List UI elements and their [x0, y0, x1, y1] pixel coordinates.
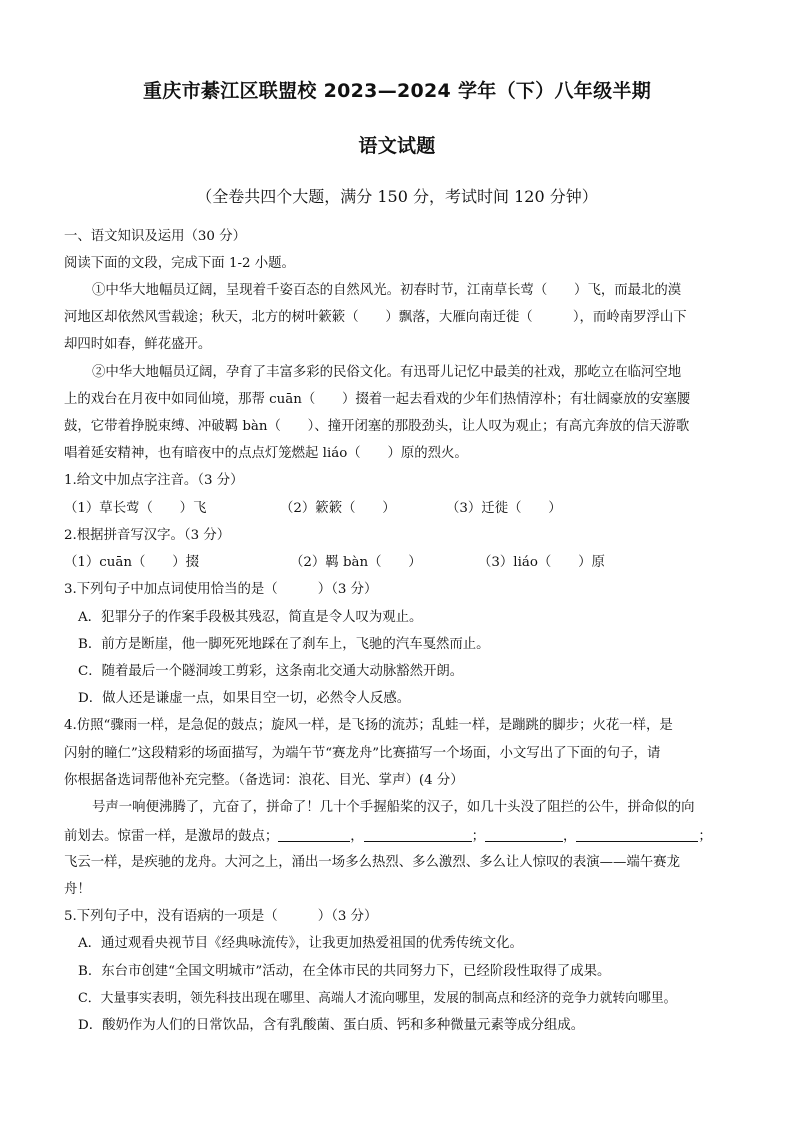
subject-title: 语文试题 — [358, 135, 436, 157]
question-4-passage-line: 号声一响便沸腾了，亢奋了，拼命了！几十个手握船桨的汉子，如几十头没了阻拦的公牛，拼命似的向 — [92, 800, 695, 815]
question-1-items — [64, 500, 736, 518]
question-5-option: C．大量事实表明，领先科技出现在哪里、高端人才流向哪里，发展的制高点和经济的竞争力就转向哪里。 — [78, 991, 677, 1006]
passage2-line: 唱着延安精神，也有暗夜中的点点灯笼燃起 liáo（ ）原的烈火。 — [64, 446, 468, 461]
question-5-stem: 5.下列句子中，没有语病的一项是（ ）（3 分） — [64, 909, 378, 924]
question-2-stem: 2.根据拼音写汉字。（3 分） — [64, 528, 231, 543]
question-5-option: A．通过观看央视节目《经典咏流传》，让我更加热爱祖国的优秀传统文化。 — [78, 936, 523, 951]
question-2-items — [64, 554, 736, 572]
question-1-item: （3）迁徙（ ） — [446, 501, 562, 516]
answer-blank-4[interactable] — [576, 827, 698, 842]
question-4-passage-line: 飞云一样，是疾驰的龙舟。大河之上，涌出一场多么热烈、多么激烈、多么让人惊叹的表演——端午赛龙 — [64, 855, 680, 870]
answer-blank-3[interactable] — [485, 827, 563, 842]
question-4-stem-line: 闪射的瞳仁”这段精彩的场面描写，为端午节“赛龙舟”比赛描写一个场面，小文写出了下面的句子，请 — [64, 746, 661, 761]
semicolon-separator: ； — [471, 829, 486, 844]
exam-title: 重庆市綦江区联盟校 2023—2024 学年（下）八年级半期 — [143, 80, 651, 102]
question-2-item: （1）cuān（ ）掇 — [64, 555, 199, 570]
passage2-line: 上的戏台在月夜中如同仙境，那帮 cuān（ ）掇着一起去看戏的少年们热情淳朴；有壮阔豪放的安塞腰 — [64, 392, 691, 407]
question-3-option: C．随着最后一个隧洞竣工剪彩，这条南北交通大动脉豁然开朗。 — [78, 664, 464, 679]
semicolon-separator: ； — [698, 829, 712, 844]
comma-separator: ， — [563, 829, 577, 844]
question-2-item: （2）羁 bàn（ ） — [290, 555, 422, 570]
question-5-option: D．酸奶作为人们的日常饮品，含有乳酸菌、蛋白质、钙和多种微量元素等成分组成。 — [78, 1018, 585, 1033]
question-4-passage-line: 舟！ — [64, 882, 91, 897]
passage2-line: ②中华大地幅员辽阔，孕育了丰富多彩的民俗文化。有迅哥儿记忆中最美的社戏，那屹立在临河空地 — [92, 365, 682, 380]
question-1-stem: 1.给文中加点字注音。（3 分） — [64, 473, 244, 488]
question-4-passage-prefix: 前划去。惊雷一样，是激昂的鼓点； — [64, 829, 279, 844]
question-1-item: （2）簌簌（ ） — [280, 501, 396, 516]
comma-separator: ， — [350, 829, 364, 844]
answer-blank-2[interactable] — [364, 827, 472, 842]
question-3-option: D．做人还是谦虚一点，如果目空一切，必然令人反感。 — [78, 691, 411, 706]
passage1-line: 却四时如春，鲜花盛开。 — [64, 337, 212, 352]
answer-blank-1[interactable] — [278, 827, 350, 842]
question-3-stem: 3.下列句子中加点词使用恰当的是（ ）（3 分） — [64, 582, 378, 597]
question-4-stem-line: 4.仿照“骤雨一样，是急促的鼓点；旋风一样，是飞扬的流苏；乱蛙一样，是蹦跳的脚步；火花一样，是 — [64, 718, 673, 733]
question-4-fill-line — [64, 827, 736, 846]
reading-instruction: 阅读下面的文段，完成下面 1-2 小题。 — [64, 256, 295, 271]
question-3-option: B．前方是断崖，他一脚死死地踩在了刹车上，飞驰的汽车戛然而止。 — [78, 637, 490, 652]
exam-note: （全卷共四个大题，满分 150 分，考试时间 120 分钟） — [196, 187, 598, 206]
question-1-item: （1）草长莺（ ）飞 — [64, 501, 207, 516]
question-2-item: （3）liáo（ ）原 — [478, 555, 605, 570]
question-4-stem-line: 你根据备选词帮他补充完整。（备选词：浪花、目光、掌声）(4 分） — [64, 773, 464, 788]
section-heading: 一、语文知识及运用（30 分） — [64, 229, 246, 244]
question-5-option: B．东台市创建“全国文明城市”活动，在全体市民的共同努力下，已经阶段性取得了成果。 — [78, 964, 611, 979]
passage1-line: 河地区却依然风雪载途；秋天，北方的树叶簌簌（ ）飘落，大雁向南迁徙（ ），而岭南罗浮山下 — [64, 310, 687, 325]
question-3-option: A．犯罪分子的作案手段极其残忍，简直是令人叹为观止。 — [78, 610, 423, 625]
passage2-line: 鼓，它带着挣脱束缚、冲破羁 bàn（ ）、撞开闭塞的那股劲头，让人叹为观止；有高亢奔放的信天游歌 — [64, 419, 690, 434]
passage1-line: ①中华大地幅员辽阔，呈现着千姿百态的自然风光。初春时节，江南草长莺（ ）飞，而最北的漠 — [92, 283, 682, 298]
